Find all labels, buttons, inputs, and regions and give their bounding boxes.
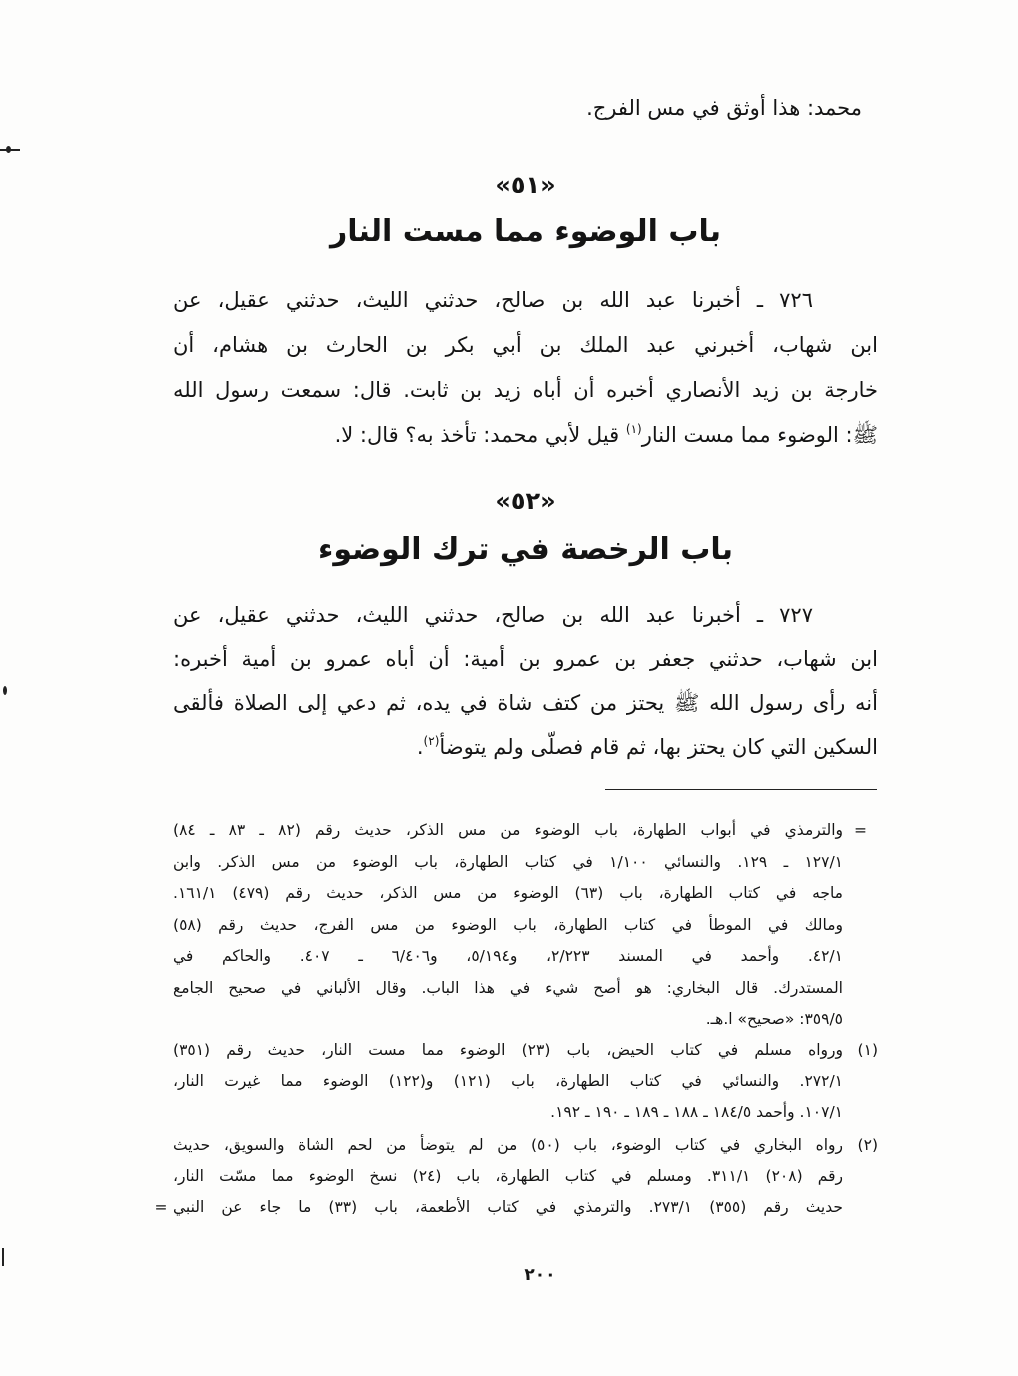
footnote-text: ١٢٧/١ ـ ١٢٩. والنسائي ١/١٠٠ في كتاب الطهارة، باب الوضوء من مس الذكر. وابن: [173, 852, 843, 871]
footnote-line: [173, 847, 878, 879]
footnote-line: [173, 973, 878, 1005]
page-number: ٢٠٠: [524, 1265, 556, 1285]
hadith-paragraph: [173, 593, 878, 769]
footnote-text: والترمذي في أبواب الطهارة، باب الوضوء من مس الذكر، حديث رقم (٨٢ ـ ٨٣ ـ ٨٤): [173, 821, 843, 839]
hadith-line: ٧٢٧ ـ أخبرنا عبد الله بن صالح، حدثني الليث، حدثني عقيل، عن: [173, 603, 813, 627]
continued-text: محمد: هذا أوثق في مس الفرج.: [586, 96, 862, 120]
hadith-line: ٧٢٦ ـ أخبرنا عبد الله بن صالح، حدثني الليث، حدثني عقيل، عن: [173, 288, 813, 312]
footnote-line: [173, 1066, 878, 1097]
footnote-line: [173, 1004, 878, 1036]
footnote-line: [173, 815, 878, 847]
footnote-marker: (١): [857, 1041, 878, 1059]
footnote-text: ٤٢/١. وأحمد في المسند ٢/٢٢٣، و٥/١٩٤، و٦/٤٠٦ ـ ٤٠٧. والحاكم في: [173, 947, 843, 965]
footnote-2: [173, 1130, 878, 1223]
footnote-line: [173, 941, 878, 973]
scan-artifact: [6, 146, 11, 153]
footnote-marker: (٢): [857, 1136, 878, 1154]
footnote-line: [173, 1192, 878, 1223]
chapter-title: باب الرخصة في ترك الوضوء: [318, 532, 733, 567]
hadith-paragraph: [173, 278, 878, 458]
hadith-text: .: [416, 735, 424, 759]
scan-artifact: [3, 686, 7, 695]
chapter-number: «٥٢»: [495, 487, 556, 515]
footnote-text: المستدرك. قال البخاري: هو أصح شيء في هذا الباب. وقال الألباني في صحيح الجامع: [173, 978, 843, 997]
hadith-line: خارجة بن زيد الأنصاري أخبره أن أباه زيد بن ثابت. قال: سمعت رسول الله: [173, 378, 878, 402]
footnote-text: حديث رقم (٣٥٥) ٢٧٣/١. والترمذي في كتاب الأطعمة، باب (٣٣) ما جاء عن النبي: [173, 1198, 843, 1216]
scan-artifact: [2, 1248, 4, 1266]
footnote-separator: [605, 789, 877, 790]
chapter-number: «٥١»: [495, 171, 556, 199]
footnote-text: ٢٧٢/١. والنسائي في كتاب الطهارة، باب (١٢١) و(١٢٢) الوضوء مما غيرت النار،: [173, 1072, 843, 1090]
footnote-line: [173, 1097, 878, 1128]
footnote-text: ٣٥٩/٥: «صحيح» ا.هـ.: [705, 1010, 843, 1028]
footnote-text: رقم (٢٠٨) ٣١١/١. ومسلم في كتاب الطهارة، باب (٢٤) نسخ الوضوء مما مسّت النار،: [173, 1167, 843, 1185]
footnote-text: ومالك في الموطأ في كتاب الطهارة، باب الوضوء من مس الفرج، حديث رقم (٥٨): [173, 915, 843, 934]
continuation-marker: =: [154, 1198, 168, 1216]
footnote-1: [173, 1035, 878, 1128]
footnote-line: [173, 1161, 878, 1192]
hadith-text: السكين التي كان يحتز بها، ثم قام فصلّى ولم يتوضأ: [439, 735, 878, 759]
footnote-line: [173, 1035, 878, 1066]
footnote-text: ورواه مسلم في كتاب الحيض، باب (٢٣) الوضوء مما مست النار، حديث رقم (٣٥١): [173, 1041, 843, 1059]
hadith-line: ابن شهاب، أخبرني عبد الملك بن أبي بكر بن الحارث بن هشام، أن: [173, 333, 878, 357]
footnote-line: [173, 1130, 878, 1161]
footnote-ref: (٢): [423, 734, 440, 748]
chapter-title: باب الوضوء مما مست النار: [329, 214, 722, 249]
hadith-line: [173, 413, 878, 458]
hadith-line: [173, 725, 878, 769]
hadith-text: ﷺ: الوضوء مما مست النار: [641, 423, 878, 447]
hadith-line: أنه رأى رسول الله ﷺ يحتز من كتف شاة في يده، ثم دعي إلى الصلاة فألقى: [173, 691, 878, 715]
footnote-text: رواه البخاري في كتاب الوضوء، باب (٥٠) من لم يتوضأ من لحم الشاة والسويق، حديث: [173, 1136, 843, 1154]
footnote-continued: [173, 815, 878, 1036]
footnote-text: ماجه في كتاب الطهارة، باب (٦٣) الوضوء من مس الذكر، حديث رقم (٤٧٩) ١٦١/١.: [173, 884, 843, 902]
footnote-marker: =: [854, 821, 867, 839]
footnote-line: [173, 878, 878, 910]
footnote-text: ١٠٧/١. وأحمد ١٨٤/٥ ـ ١٨٨ ـ ١٨٩ ـ ١٩٠ ـ ١٩٢.: [550, 1103, 843, 1121]
hadith-text: قيل لأبي محمد: تأخذ به؟ قال: لا.: [334, 423, 626, 447]
hadith-line: ابن شهاب، حدثني جعفر بن عمرو بن أمية: أن أباه عمرو بن أمية أخبره:: [173, 647, 878, 671]
footnote-line: [173, 910, 878, 942]
footnote-ref: (١): [625, 422, 642, 436]
